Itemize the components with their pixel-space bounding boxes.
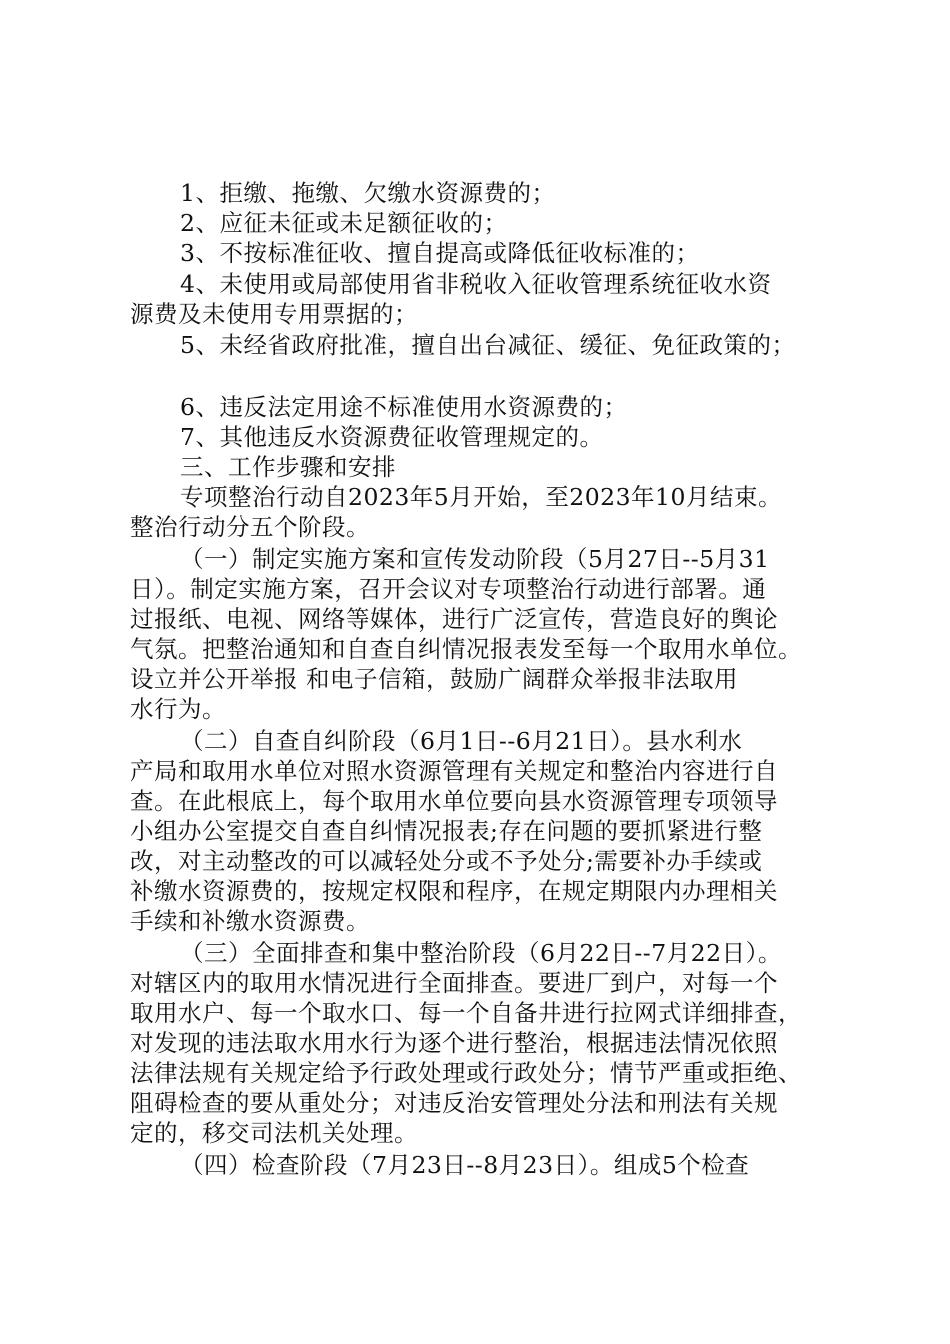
paragraph-line: 查。在此根底上，每个取用水单位要向县水资源管理专项领导: [130, 787, 778, 815]
paragraph-line: 设立并公开举报 和电子信箱，鼓励广阔群众举报非法取用: [130, 665, 738, 693]
list-item-6: 6、违反法定用途不标准使用水资源费的；: [180, 393, 628, 421]
paragraph-line: 水行为。: [130, 695, 226, 723]
section-heading: 三、工作步骤和安排: [180, 453, 396, 481]
paragraph-line: 取用水户、每一个取水口、每一个自备井进行拉网式详细排查，: [130, 999, 802, 1027]
list-item-1: 1、拒缴、拖缴、欠缴水资源费的；: [180, 179, 556, 207]
phase-3-title: （三）全面排查和集中整治阶段（6月22日--7月22日）。: [180, 939, 782, 967]
paragraph-line: 整治行动分五个阶段。: [130, 513, 370, 541]
paragraph-line: 对辖区内的取用水情况进行全面排查。要进厂到户，对每一个: [130, 969, 778, 997]
paragraph-line: 补缴水资源费的，按规定权限和程序，在规定期限内办理相关: [130, 877, 778, 905]
list-item-3: 3、不按标准征收、擅自提高或降低征收标准的；: [180, 239, 700, 267]
list-item-4-cont: 源费及未使用专用票据的；: [130, 300, 418, 328]
list-item-2: 2、应征未征或未足额征收的；: [180, 209, 508, 237]
paragraph-line: 阻碍检查的要从重处分；对违反治安管理处分法和刑法有关规: [130, 1089, 778, 1117]
paragraph-line: 过报纸、电视、网络等媒体，进行广泛宣传，营造良好的舆论: [130, 605, 778, 633]
paragraph-line: 气氛。把整治通知和自查自纠情况报表发至每一个取用水单位。: [130, 635, 802, 663]
phase-2-title: （二）自查自纠阶段（6月1日--6月21日）。县水利水: [180, 727, 743, 755]
paragraph-line: 改，对主动整改的可以减轻处分或不予处分;需要补办手续或: [130, 847, 763, 875]
paragraph-line: 对发现的违法取水用水行为逐个进行整治，根据违法情况依照: [130, 1029, 778, 1057]
list-item-4: 4、未使用或局部使用省非税收入征收管理系统征收水资: [180, 270, 772, 298]
phase-4-title: （四）检查阶段（7月23日--8月23日）。组成5个检查: [180, 1151, 750, 1179]
list-item-5: 5、未经省政府批准，擅自出台减征、缓征、免征政策的；: [180, 331, 796, 359]
paragraph-line: 日）。制定实施方案，召开会议对专项整治行动进行部署。通: [130, 575, 767, 603]
paragraph-line: 专项整治行动自2023年5月开始，至2023年10月结束。: [180, 483, 782, 511]
paragraph-line: 法律法规有关规定给予行政处理或行政处分；情节严重或拒绝、: [130, 1059, 802, 1087]
list-item-7: 7、其他违反水资源费征收管理规定的。: [180, 423, 604, 451]
paragraph-line: 手续和补缴水资源费。: [130, 907, 370, 935]
paragraph-line: 产局和取用水单位对照水资源管理有关规定和整治内容进行自: [130, 757, 778, 785]
phase-1-title: （一）制定实施方案和宣传发动阶段（5月27日--5月31: [180, 545, 770, 573]
paragraph-line: 小组办公室提交自查自纠情况报表;存在问题的要抓紧进行整: [130, 817, 763, 845]
paragraph-line: 定的，移交司法机关处理。: [130, 1119, 418, 1147]
